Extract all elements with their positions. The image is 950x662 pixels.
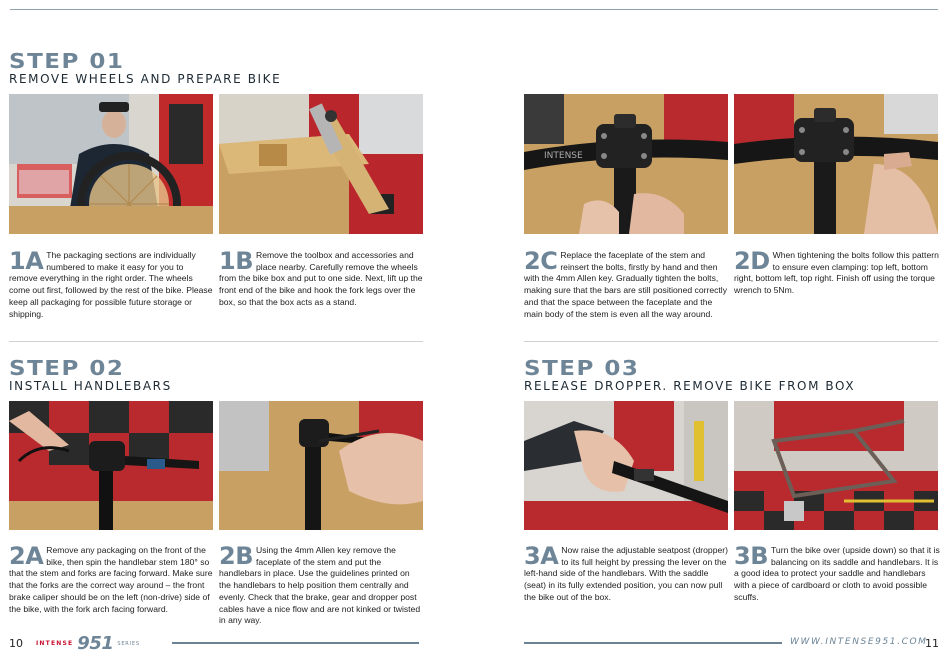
website-link[interactable]: WWW.INTENSE951.COM [790, 637, 928, 647]
step-2-title: STEP 02 [9, 357, 125, 381]
caption-3a-number: 3A [524, 542, 559, 570]
step-1-subtitle: REMOVE WHEELS AND PREPARE BIKE [9, 72, 282, 86]
photo-1b [219, 94, 423, 234]
page-number-right: 11 [925, 637, 939, 650]
caption-3b [734, 542, 940, 604]
step-2-subtitle: INSTALL HANDLEBARS [9, 379, 172, 393]
brand-series: SERIES [117, 640, 140, 647]
caption-2a [9, 542, 213, 615]
caption-2d-number: 2D [734, 247, 770, 275]
step-3-title: STEP 03 [524, 357, 640, 381]
caption-3a [524, 542, 728, 604]
photo-2a [9, 401, 213, 530]
photo-2c [524, 94, 728, 234]
caption-1a-text: The packaging sections are individually numbered to make it easy for you to remove everything in the right order. The wheels come out first, followed by the rest of the bike. Please keep all packaging for possible future storage or shipping. [9, 250, 213, 319]
photo-2b [219, 401, 423, 530]
step-3-subtitle: RELEASE DROPPER. REMOVE BIKE FROM BOX [524, 379, 856, 393]
caption-3b-number: 3B [734, 542, 768, 570]
caption-3b-text: Turn the bike over (upside down) so that it is balancing on its saddle and handlebars. It is a good idea to protect your saddle and handlebars with a piece of cardboard or cloth to avoid possible scuffs. [734, 545, 940, 602]
caption-2b-text: Using the 4mm Allen key remove the faceplate of the stem and put the handlebars in place. Use the guidelines printed on the handlebars to help position them centrally and evenly. Check that the brake, gear and dropper post cables have a nice flow and are not kinked or twisted in any way. [219, 545, 421, 626]
caption-2b [219, 542, 423, 627]
photo-2d [734, 94, 938, 234]
caption-3a-text: Now raise the adjustable seatpost (dropper) to its full height by pressing the lever on the left-hand side of the handlebars. With the saddle (seat) in its fully extended position, you can now pull the bike out of the box. [524, 545, 728, 602]
caption-2b-number: 2B [219, 542, 253, 570]
photo-1a [9, 94, 213, 234]
caption-1a-number: 1A [9, 247, 44, 275]
photo-3a [524, 401, 728, 530]
svg-text:INTENSE: INTENSE [544, 151, 583, 161]
caption-1b [219, 247, 423, 309]
page-number-left: 10 [9, 637, 23, 650]
footer-rule-right [524, 642, 782, 644]
caption-2c-text: Replace the faceplate of the stem and reinsert the bolts, firstly by hand and then with the 4mm Allen key. Gradually tighten the bolts, making sure that the bars are still positioned correctly and that the space between the faceplate and the main body of the stem is even all the way around. [524, 250, 728, 319]
caption-1b-number: 1B [219, 247, 253, 275]
caption-2c [524, 247, 728, 320]
divider-right [524, 341, 938, 342]
brand-logo [36, 633, 140, 654]
footer-rule-left [172, 642, 419, 644]
caption-2a-number: 2A [9, 542, 44, 570]
brand-model: 951 [77, 633, 114, 654]
caption-2a-text: Remove any packaging on the front of the bike, then spin the handlebar stem 180° so that the stem and forks are facing forward. Make sure that the forks are the correct way around – the front brake caliper should be on the left (non-drive) side of the bike, with the fork arch facing forward. [9, 545, 213, 614]
caption-2c-number: 2C [524, 247, 558, 275]
divider-left [9, 341, 423, 342]
caption-1b-text: Remove the toolbox and accessories and place nearby. Carefully remove the wheels from the bike box and put to one side. Next, lift up the front end of the bike and hook the fork legs over the box, so that the box acts as a stand. [219, 250, 423, 307]
top-rule [10, 9, 938, 10]
step-1-title: STEP 01 [9, 50, 125, 74]
photo-3b [734, 401, 938, 530]
caption-2d [734, 247, 940, 297]
caption-2d-text: When tightening the bolts follow this pattern to ensure even clamping: top left, bottom right, bottom left, top right. Finish off using the torque wrench to 5Nm. [734, 250, 939, 296]
brand-name: INTENSE [36, 640, 74, 647]
caption-1a [9, 247, 213, 320]
